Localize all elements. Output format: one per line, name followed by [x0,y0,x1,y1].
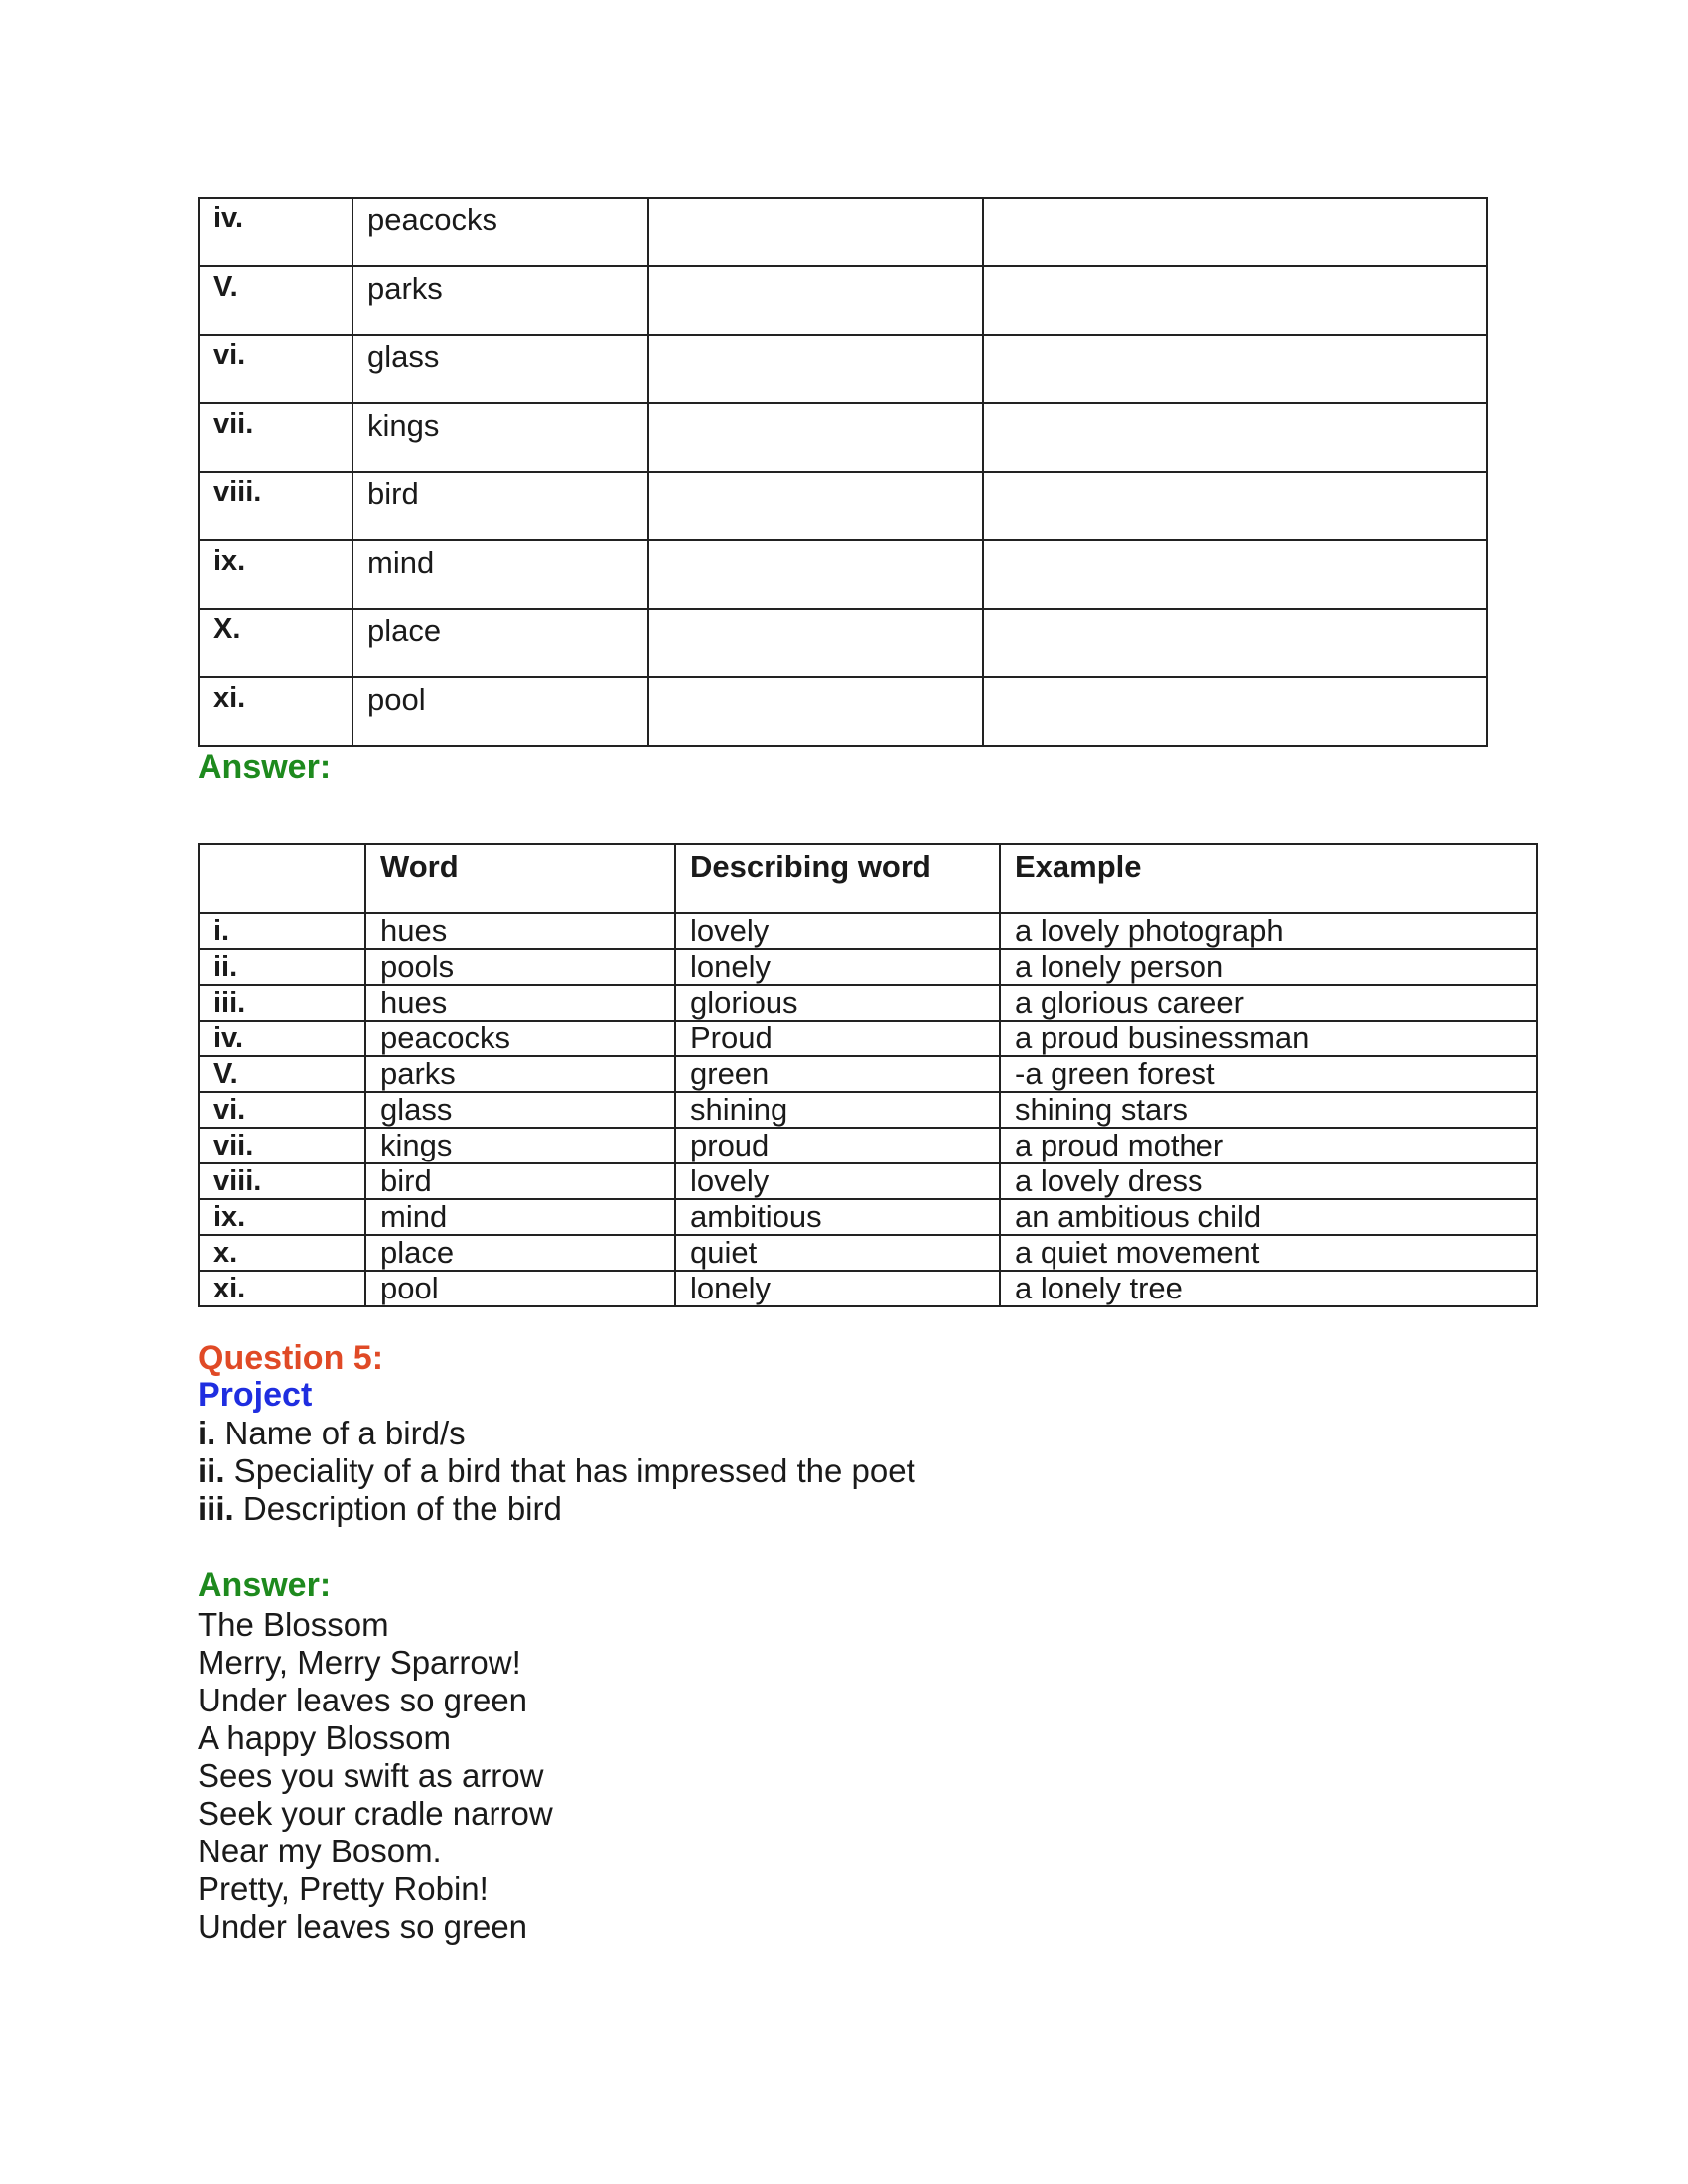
empty-cell [983,472,1487,540]
table-header-row [199,844,1537,913]
empty-cell [648,540,983,609]
poem-line: Merry, Merry Sparrow! [198,1644,521,1681]
poem-line: Under leaves so green [198,1682,528,1718]
row-number: x. [199,1235,365,1271]
row-word: peacocks [365,1021,675,1056]
item-number: i. [198,1415,216,1451]
poem-line: Seek your cradle narrow [198,1795,553,1832]
empty-cell [983,540,1487,609]
row-word: mind [365,1199,675,1235]
row-word: peacocks [352,198,648,266]
row-word: place [352,609,648,677]
empty-cell [648,266,983,335]
empty-cell [983,609,1487,677]
answer-heading: Answer: [198,1567,332,1604]
row-example: -a green forest [1000,1056,1537,1092]
row-number: V. [199,1056,365,1092]
table-row [199,1021,1537,1056]
poem [198,1606,553,1946]
poem-line: Pretty, Pretty Robin! [198,1870,489,1907]
row-describing-word: green [675,1056,1000,1092]
row-word: hues [365,985,675,1021]
row-number: X. [199,609,352,677]
table-row [199,1199,1537,1235]
item-text: Name of a bird/s [215,1415,466,1451]
row-word: bird [365,1163,675,1199]
row-number: iii. [199,985,365,1021]
column-header [199,844,365,913]
row-example: a glorious career [1000,985,1537,1021]
row-number: vii. [199,1128,365,1163]
project-item [198,1452,915,1490]
table-row [199,1163,1537,1199]
row-word: kings [352,403,648,472]
row-word: parks [365,1056,675,1092]
empty-cell [648,472,983,540]
empty-cell [648,198,983,266]
column-header: Example [1000,844,1537,913]
table-row [199,540,1487,609]
poem-line: A happy Blossom [198,1719,451,1756]
row-number: i. [199,913,365,949]
row-word: parks [352,266,648,335]
table-row [199,1271,1537,1306]
item-text: Description of the bird [233,1490,562,1527]
row-example: a lonely person [1000,949,1537,985]
row-number: ii. [199,949,365,985]
item-text: Speciality of a bird that has impressed the poet [224,1452,915,1489]
row-number: vi. [199,1092,365,1128]
poem-line: Sees you swift as arrow [198,1757,544,1794]
table-row [199,1056,1537,1092]
row-number: ix. [199,540,352,609]
poem-line: Under leaves so green [198,1908,528,1945]
row-example: an ambitious child [1000,1199,1537,1235]
empty-cell [648,335,983,403]
row-describing-word: proud [675,1128,1000,1163]
row-word: glass [352,335,648,403]
empty-cell [648,677,983,746]
table-row [199,1128,1537,1163]
row-word: pools [365,949,675,985]
row-number: viii. [199,1163,365,1199]
row-describing-word: lonely [675,1271,1000,1306]
row-word: hues [365,913,675,949]
row-describing-word: lovely [675,913,1000,949]
row-number: xi. [199,1271,365,1306]
column-header: Word [365,844,675,913]
row-word: place [365,1235,675,1271]
row-number: V. [199,266,352,335]
answer-table [198,843,1538,1307]
row-describing-word: Proud [675,1021,1000,1056]
empty-cell [983,403,1487,472]
table-row [199,198,1487,266]
empty-cell [983,677,1487,746]
item-number: iii. [198,1490,234,1527]
row-example: a lovely dress [1000,1163,1537,1199]
row-example: a lonely tree [1000,1271,1537,1306]
project-item [198,1490,562,1528]
empty-cell [648,403,983,472]
table-row [199,1235,1537,1271]
row-describing-word: lovely [675,1163,1000,1199]
row-describing-word: quiet [675,1235,1000,1271]
row-word: pool [352,677,648,746]
row-example: shining stars [1000,1092,1537,1128]
row-number: xi. [199,677,352,746]
table-row [199,677,1487,746]
row-number: ix. [199,1199,365,1235]
empty-cell [983,335,1487,403]
row-example: a lovely photograph [1000,913,1537,949]
project-item [198,1415,466,1452]
row-example: a proud businessman [1000,1021,1537,1056]
row-number: vi. [199,335,352,403]
table-row [199,403,1487,472]
row-number: viii. [199,472,352,540]
row-number: iv. [199,1021,365,1056]
row-example: a quiet movement [1000,1235,1537,1271]
project-subtitle: Project [198,1376,313,1414]
row-word: glass [365,1092,675,1128]
column-header: Describing word [675,844,1000,913]
row-number: vii. [199,403,352,472]
item-number: ii. [198,1452,225,1489]
poem-line: The Blossom [198,1606,389,1643]
row-word: pool [365,1271,675,1306]
table-row [199,1092,1537,1128]
answer-heading: Answer: [198,749,332,786]
row-word: kings [365,1128,675,1163]
table-row [199,266,1487,335]
table-row [199,913,1537,949]
row-describing-word: lonely [675,949,1000,985]
row-describing-word: shining [675,1092,1000,1128]
table-row [199,985,1537,1021]
table-row [199,335,1487,403]
row-word: mind [352,540,648,609]
row-describing-word: ambitious [675,1199,1000,1235]
exercise-table [198,197,1488,747]
table-row [199,949,1537,985]
table-row [199,472,1487,540]
row-describing-word: glorious [675,985,1000,1021]
poem-line: Near my Bosom. [198,1833,442,1869]
empty-cell [648,609,983,677]
question-title: Question 5: [198,1339,384,1377]
empty-cell [983,266,1487,335]
row-number: iv. [199,198,352,266]
empty-cell [983,198,1487,266]
row-example: a proud mother [1000,1128,1537,1163]
row-word: bird [352,472,648,540]
table-row [199,609,1487,677]
